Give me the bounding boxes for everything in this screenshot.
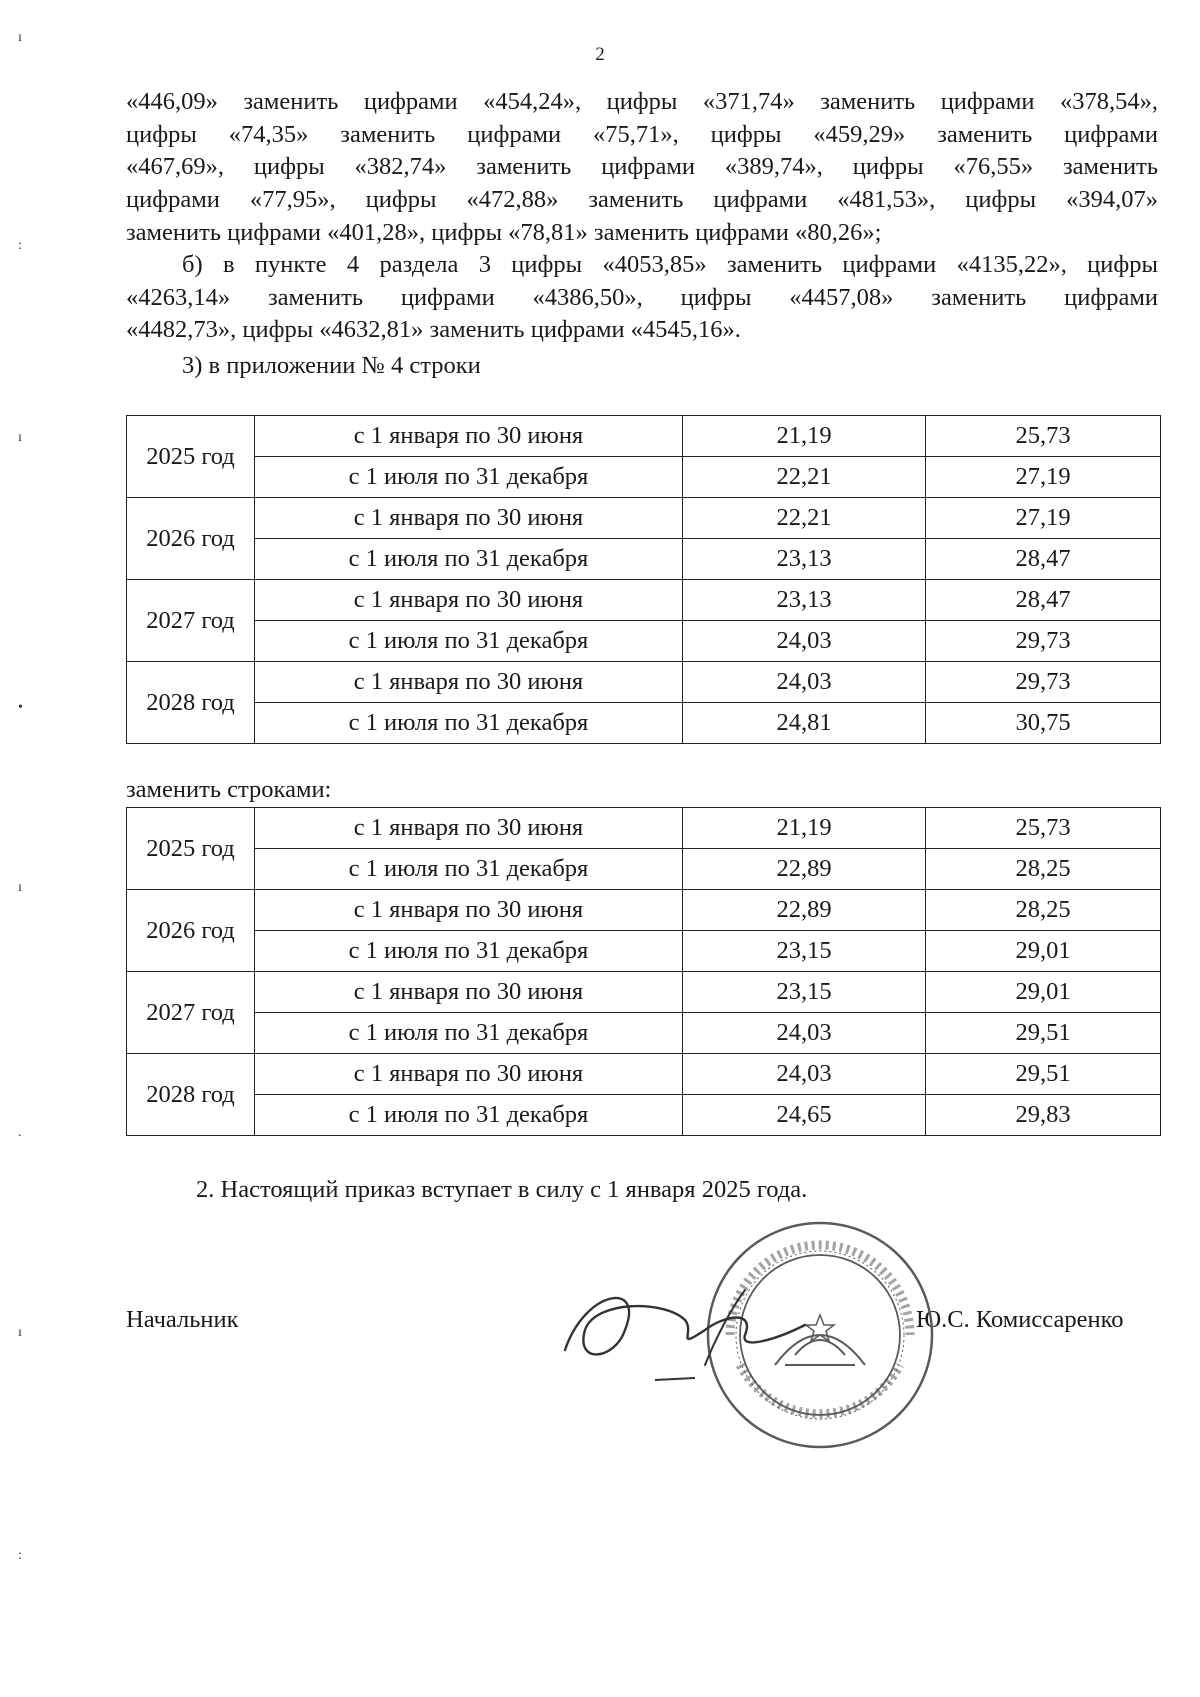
- value-b-cell: 28,25: [926, 849, 1161, 890]
- value-b-cell: 29,73: [926, 621, 1161, 662]
- table-row: [127, 498, 1161, 539]
- value-a-cell: 24,65: [683, 1095, 926, 1136]
- signature-name: Ю.С. Комиссаренко: [916, 1306, 1124, 1333]
- value-b-cell: 30,75: [926, 703, 1161, 744]
- table-row: [127, 1054, 1161, 1095]
- signature-title: Начальник: [126, 1306, 239, 1333]
- table-row: [127, 1095, 1161, 1136]
- value-b-cell: 29,51: [926, 1054, 1161, 1095]
- table-row: [127, 972, 1161, 1013]
- value-a-cell: 23,15: [683, 931, 926, 972]
- text-line: «467,69», цифры «382,74» заменить цифрами «389,74», цифры «76,55» заменить: [126, 153, 1158, 181]
- period-cell: с 1 января по 30 июня: [255, 890, 683, 931]
- value-b-cell: 28,47: [926, 580, 1161, 621]
- intro-paragraph: [126, 86, 1158, 250]
- scan-mark: ı: [18, 880, 22, 895]
- value-a-cell: 21,19: [683, 416, 926, 457]
- period-cell: с 1 июля по 31 декабря: [255, 539, 683, 580]
- value-a-cell: 23,15: [683, 972, 926, 1013]
- value-a-cell: 24,03: [683, 1054, 926, 1095]
- year-cell: 2028 год: [127, 662, 255, 744]
- value-a-cell: 24,81: [683, 703, 926, 744]
- scan-mark: :: [18, 1548, 22, 1563]
- value-a-cell: 22,89: [683, 890, 926, 931]
- text-line: цифры «74,35» заменить цифрами «75,71», цифры «459,29» заменить цифрами: [126, 120, 1158, 148]
- year-cell: 2025 год: [127, 808, 255, 890]
- value-b-cell: 29,51: [926, 1013, 1161, 1054]
- value-a-cell: 22,21: [683, 457, 926, 498]
- period-cell: с 1 января по 30 июня: [255, 972, 683, 1013]
- table-old: [126, 415, 1161, 744]
- table-row: [127, 931, 1161, 972]
- value-a-cell: 23,13: [683, 539, 926, 580]
- table-row: [127, 849, 1161, 890]
- table-row: [127, 703, 1161, 744]
- value-a-cell: 21,19: [683, 808, 926, 849]
- scan-mark: ı: [18, 1325, 22, 1340]
- period-cell: с 1 июля по 31 декабря: [255, 1095, 683, 1136]
- text-line: б) в пункте 4 раздела 3 цифры «4053,85» заменить цифрами «4135,22», цифры: [182, 251, 1158, 278]
- page-number: 2: [595, 44, 605, 65]
- scan-mark: ı: [18, 30, 22, 45]
- value-b-cell: 28,47: [926, 539, 1161, 580]
- table-new: [126, 807, 1161, 1136]
- handwritten-signature: [555, 1270, 835, 1400]
- table-row: [127, 621, 1161, 662]
- point-2: 2. Настоящий приказ вступает в силу с 1 января 2025 года.: [196, 1176, 808, 1203]
- period-cell: с 1 января по 30 июня: [255, 662, 683, 703]
- period-cell: с 1 января по 30 июня: [255, 1054, 683, 1095]
- year-cell: 2026 год: [127, 890, 255, 972]
- value-b-cell: 29,01: [926, 972, 1161, 1013]
- table-row: [127, 580, 1161, 621]
- table-row: [127, 416, 1161, 457]
- table-row: [127, 662, 1161, 703]
- year-cell: 2026 год: [127, 498, 255, 580]
- period-cell: с 1 января по 30 июня: [255, 416, 683, 457]
- year-cell: 2027 год: [127, 580, 255, 662]
- period-cell: с 1 июля по 31 декабря: [255, 1013, 683, 1054]
- scan-mark: :: [18, 238, 22, 253]
- scan-mark: •: [18, 700, 23, 715]
- value-b-cell: 25,73: [926, 808, 1161, 849]
- period-cell: с 1 января по 30 июня: [255, 808, 683, 849]
- value-b-cell: 25,73: [926, 416, 1161, 457]
- text-line: заменить цифрами «401,28», цифры «78,81» заменить цифрами «80,26»;: [126, 218, 882, 246]
- value-b-cell: 29,73: [926, 662, 1161, 703]
- table-row: [127, 539, 1161, 580]
- value-b-cell: 28,25: [926, 890, 1161, 931]
- year-cell: 2028 год: [127, 1054, 255, 1136]
- scan-mark: .: [18, 1125, 22, 1140]
- text-line: «446,09» заменить цифрами «454,24», цифры «371,74» заменить цифрами «378,54»,: [126, 88, 1158, 115]
- value-b-cell: 29,83: [926, 1095, 1161, 1136]
- value-a-cell: 22,89: [683, 849, 926, 890]
- period-cell: с 1 июля по 31 декабря: [255, 849, 683, 890]
- table-row: [127, 808, 1161, 849]
- period-cell: с 1 июля по 31 декабря: [255, 457, 683, 498]
- value-b-cell: 29,01: [926, 931, 1161, 972]
- text-line: «4263,14» заменить цифрами «4386,50», цифры «4457,08» заменить цифрами: [126, 283, 1158, 311]
- value-a-cell: 22,21: [683, 498, 926, 539]
- period-cell: с 1 июля по 31 декабря: [255, 621, 683, 662]
- text-line: «4482,73», цифры «4632,81» заменить цифрами «4545,16».: [126, 316, 741, 344]
- text-line: цифрами «77,95», цифры «472,88» заменить цифрами «481,53», цифры «394,07»: [126, 186, 1158, 214]
- year-cell: 2025 год: [127, 416, 255, 498]
- table-row: [127, 457, 1161, 498]
- scan-mark: ı: [18, 430, 22, 445]
- value-a-cell: 24,03: [683, 1013, 926, 1054]
- year-cell: 2027 год: [127, 972, 255, 1054]
- replace-label: заменить строками:: [126, 776, 332, 803]
- period-cell: с 1 января по 30 июня: [255, 580, 683, 621]
- period-cell: с 1 января по 30 июня: [255, 498, 683, 539]
- table-row: [127, 1013, 1161, 1054]
- period-cell: с 1 июля по 31 декабря: [255, 931, 683, 972]
- value-a-cell: 23,13: [683, 580, 926, 621]
- paragraph-b: [126, 249, 1158, 347]
- paragraph-3: 3) в приложении № 4 строки: [182, 352, 481, 379]
- table-row: [127, 890, 1161, 931]
- value-a-cell: 24,03: [683, 662, 926, 703]
- value-a-cell: 24,03: [683, 621, 926, 662]
- period-cell: с 1 июля по 31 декабря: [255, 703, 683, 744]
- value-b-cell: 27,19: [926, 457, 1161, 498]
- value-b-cell: 27,19: [926, 498, 1161, 539]
